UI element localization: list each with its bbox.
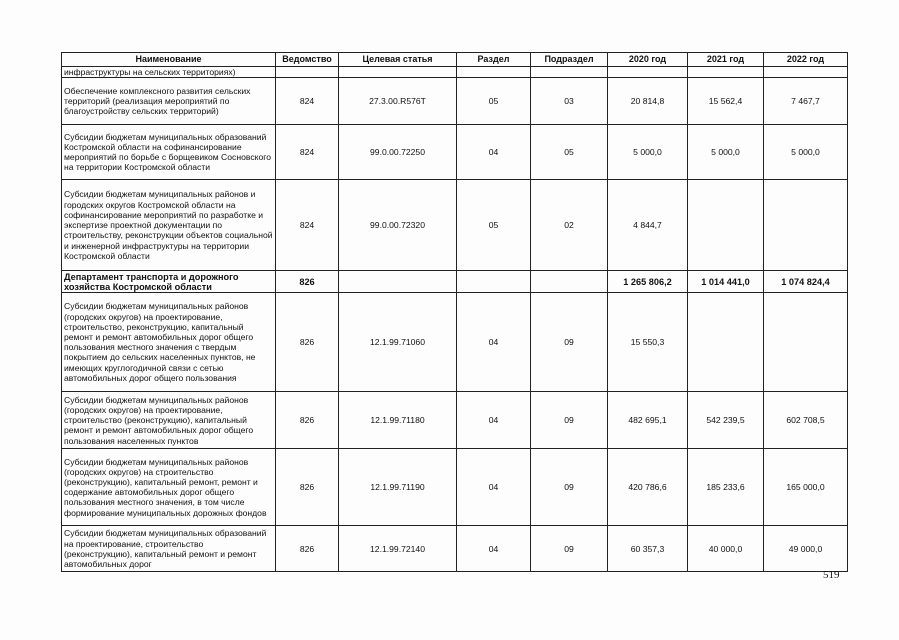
page-number: 519 (823, 569, 840, 581)
row-2021: 1 014 441,0 (688, 271, 764, 293)
table-header-row (62, 53, 848, 67)
row-department: 824 (276, 78, 339, 125)
row-2022 (764, 293, 848, 392)
row-2021: 5 000,0 (688, 125, 764, 180)
row-department: 824 (276, 180, 339, 271)
header-target-article: Целевая статья (339, 53, 457, 67)
row-2020: 420 786,6 (608, 449, 688, 526)
row-department: 826 (276, 293, 339, 392)
row-department: 826 (276, 392, 339, 449)
row-2020: 5 000,0 (608, 125, 688, 180)
row-subsection: 09 (531, 449, 608, 526)
header-subsection: Подраздел (531, 53, 608, 67)
row-section: 04 (457, 449, 531, 526)
row-department: 826 (276, 449, 339, 526)
row-2021: 185 233,6 (688, 449, 764, 526)
row-section: 04 (457, 293, 531, 392)
row-section (457, 271, 531, 293)
row-2021 (688, 67, 764, 78)
row-target-article: 99.0.00.72320 (339, 180, 457, 271)
row-2020 (608, 67, 688, 78)
row-section (457, 67, 531, 78)
row-2021 (688, 293, 764, 392)
table-row (62, 526, 848, 572)
row-2021 (688, 180, 764, 271)
row-subsection: 05 (531, 125, 608, 180)
row-name: Субсидии бюджетам муниципальных образований на проектирование, строительство (реконструкцию), капитальный ремонт и ремонт автомобильных дорог (62, 526, 276, 572)
row-target-article: 27.3.00.R576Т (339, 78, 457, 125)
row-name: Обеспечение комплексного развития сельских территорий (реализация мероприятий по благоустройству сельских территорий) (62, 78, 276, 125)
row-target-article (339, 271, 457, 293)
row-name: Субсидии бюджетам муниципальных районов (городских округов) на проектирование, строительство (реконструкцию), капитальный ремонт и ремонт автомобильных дорог общего пользования населенных пунктов (62, 392, 276, 449)
header-name: Наименование (62, 53, 276, 67)
row-target-article: 99.0.00.72250 (339, 125, 457, 180)
row-section: 04 (457, 392, 531, 449)
row-subsection (531, 271, 608, 293)
row-2020: 482 695,1 (608, 392, 688, 449)
department-total-row (62, 271, 848, 293)
row-2021: 15 562,4 (688, 78, 764, 125)
row-2022 (764, 180, 848, 271)
table-row (62, 392, 848, 449)
row-section: 05 (457, 180, 531, 271)
row-2022: 5 000,0 (764, 125, 848, 180)
row-subsection: 02 (531, 180, 608, 271)
row-2022: 602 708,5 (764, 392, 848, 449)
row-2020: 1 265 806,2 (608, 271, 688, 293)
row-department: 826 (276, 271, 339, 293)
row-name: Субсидии бюджетам муниципальных районов и городских округов Костромской области на софинансирование мероприятий по разработке и экспертизе проектной документации по строительству, реконструкции объектов социальной и инженерной инфраструктуры на территории Костромской области (62, 180, 276, 271)
row-name: Субсидии бюджетам муниципальных районов (городских округов) на проектирование, строительство, реконструкцию, капитальный ремонт и ремонт автомобильных дорог общего пользования местного значения с твердым покрытием до сельских населенных пунктов, не имеющих круглогодичной связи с сетью автомобильных дорог общего пользования (62, 293, 276, 392)
row-section: 04 (457, 125, 531, 180)
row-name: Субсидии бюджетам муниципальных образований Костромской области на софинансирование мероприятий по борьбе с борщевиком Сосновского на территории Костромской области (62, 125, 276, 180)
table-row (62, 125, 848, 180)
table-row (62, 67, 848, 78)
row-2022: 49 000,0 (764, 526, 848, 572)
row-subsection: 09 (531, 293, 608, 392)
header-2020: 2020 год (608, 53, 688, 67)
row-name: Субсидии бюджетам муниципальных районов (городских округов) на строительство (реконструкцию), капитальный ремонт, ремонт и содержание автомобильных дорог общего пользования местного значения, в том числе формирование муниципальных дорожных фондов (62, 449, 276, 526)
row-section: 05 (457, 78, 531, 125)
header-2021: 2021 год (688, 53, 764, 67)
row-subsection: 03 (531, 78, 608, 125)
row-department: 824 (276, 125, 339, 180)
row-target-article: 12.1.99.71060 (339, 293, 457, 392)
row-subsection (531, 67, 608, 78)
table-row (62, 293, 848, 392)
row-2022: 165 000,0 (764, 449, 848, 526)
row-2020: 4 844,7 (608, 180, 688, 271)
row-2021: 542 239,5 (688, 392, 764, 449)
row-department: 826 (276, 526, 339, 572)
row-department (276, 67, 339, 78)
budget-table (61, 52, 848, 572)
row-target-article: 12.1.99.72140 (339, 526, 457, 572)
row-target-article: 12.1.99.71180 (339, 392, 457, 449)
row-2020: 20 814,8 (608, 78, 688, 125)
header-2022: 2022 год (764, 53, 848, 67)
row-2021: 40 000,0 (688, 526, 764, 572)
row-subsection: 09 (531, 526, 608, 572)
row-2022: 1 074 824,4 (764, 271, 848, 293)
row-name: инфраструктуры на сельских территориях) (62, 67, 276, 78)
row-name: Департамент транспорта и дорожного хозяйства Костромской области (62, 271, 276, 293)
row-2022 (764, 67, 848, 78)
table-row (62, 180, 848, 271)
row-section: 04 (457, 526, 531, 572)
row-2020: 15 550,3 (608, 293, 688, 392)
header-department: Ведомство (276, 53, 339, 67)
row-subsection: 09 (531, 392, 608, 449)
table-row (62, 78, 848, 125)
row-2020: 60 357,3 (608, 526, 688, 572)
header-section: Раздел (457, 53, 531, 67)
row-target-article (339, 67, 457, 78)
row-2022: 7 467,7 (764, 78, 848, 125)
row-target-article: 12.1.99.71190 (339, 449, 457, 526)
table-row (62, 449, 848, 526)
